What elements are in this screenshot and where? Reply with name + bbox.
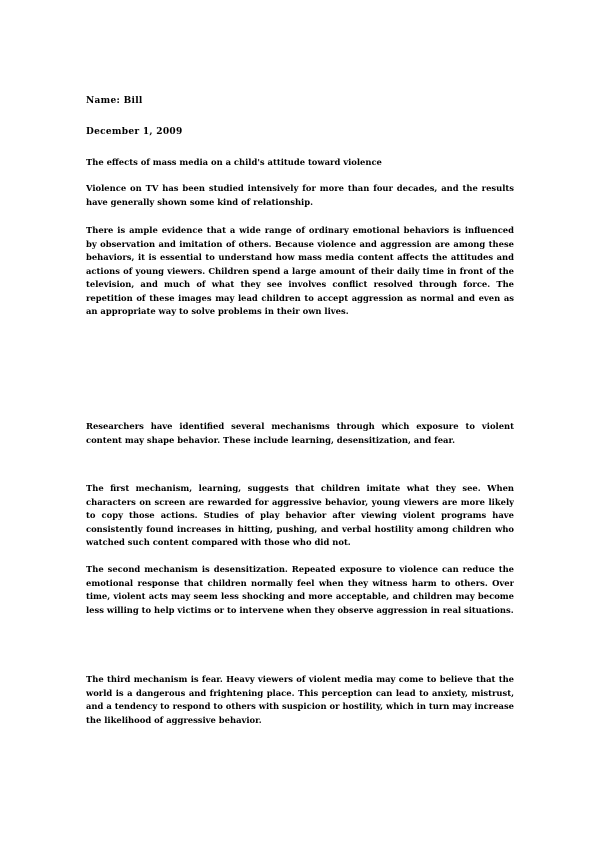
author-name: Name: Bill: [86, 96, 143, 106]
paragraph: The third mechanism is fear. Heavy viewers of violent media may come to believe that the world is a dangerous and frightening place. This perception can lead to anxiety, mistrust, and a tendency to respond to others with suspicion or hostility, which in turn may increase the likelihood of aggressive behavior.: [86, 674, 514, 725]
paragraph: The second mechanism is desensitization. Repeated exposure to violence can reduce the emotional response that children normally feel when they witness harm to others. Over time, violent acts may seem less shocking and more acceptable, and children may become less willing to help victims or to intervene when they observe aggression in real situations.: [86, 564, 514, 615]
paragraph: Researchers have identified several mechanisms through which exposure to violent content may shape behavior. These include learning, desensitization, and fear.: [86, 421, 514, 445]
document-title: The effects of mass media on a child's attitude toward violence: [86, 157, 382, 167]
paragraph: Violence on TV has been studied intensively for more than four decades, and the results have generally shown some kind of relationship.: [86, 183, 514, 207]
paragraph: The first mechanism, learning, suggests that children imitate what they see. When characters on screen are rewarded for aggressive behavior, young viewers are more likely to copy those actions. Studies of play behavior after viewing violent programs have consistently found increases in hitting, pushing, and verbal hostility among children who watched such content compared with those who did not.: [86, 483, 514, 547]
document-date: December 1, 2009: [86, 127, 183, 137]
paragraph: There is ample evidence that a wide range of ordinary emotional behaviors is influenced by observation and imitation of others. Because violence and aggression are among these behaviors, it is essential to understand how mass media content affects the attitudes and actions of young viewers. Children spend a large amount of their daily time in front of the television, and much of what they see involves conflict resolved through force. The repetition of these images may lead children to accept aggression as normal and even as an appropriate way to solve problems in their own lives.: [86, 225, 514, 316]
